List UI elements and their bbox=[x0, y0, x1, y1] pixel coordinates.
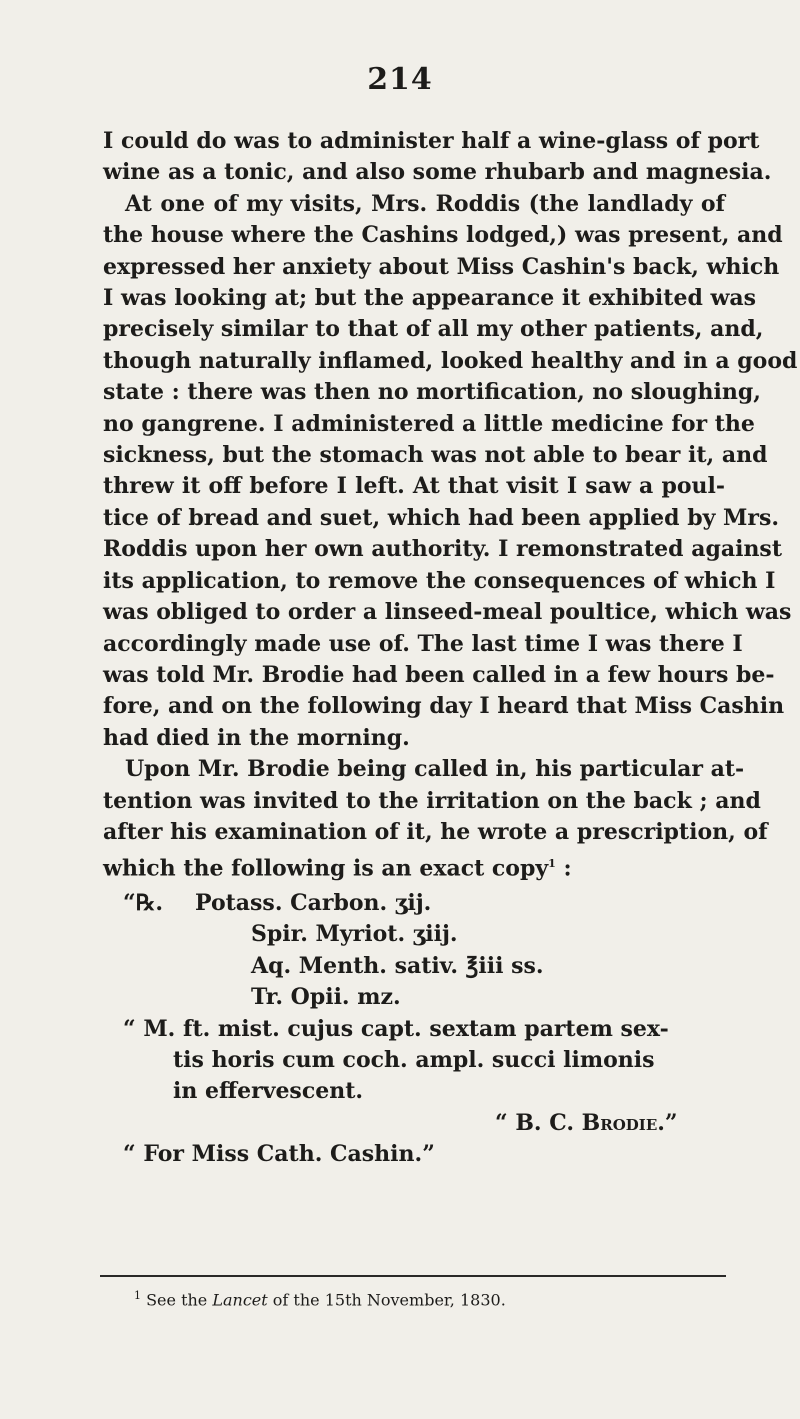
text-line: though naturally inflamed, looked healthy and in a good bbox=[103, 347, 798, 374]
text-line: was obliged to order a linseed-meal poultice, which was bbox=[103, 599, 792, 626]
footnote-journal: Lancet bbox=[212, 1290, 268, 1310]
text-line: which the following is an exact copy bbox=[103, 855, 549, 882]
recipe-symbol: “℞. bbox=[123, 890, 164, 916]
signature-prefix: “ B. C. bbox=[495, 1109, 582, 1136]
footnote-marker: 1 bbox=[134, 1289, 141, 1302]
text-line: accordingly made use of. The last time I was there I bbox=[103, 630, 743, 657]
text-line: Upon Mr. Brodie being called in, his particular at- bbox=[125, 756, 745, 783]
text-line: I was looking at; but the appearance it exhibited was bbox=[103, 285, 757, 312]
text-line: state : there was then no mortification, no sloughing, bbox=[103, 379, 761, 406]
text-line: fore, and on the following day I heard that Miss Cashin bbox=[103, 693, 785, 720]
footnote bbox=[134, 1289, 506, 1309]
copy-suffix: : bbox=[555, 855, 572, 882]
prescription-item: Aq. Menth. sativ. ℥iii ss. bbox=[251, 952, 544, 979]
prescription-directions: in effervescent. bbox=[173, 1078, 364, 1105]
prescription-item: Tr. Opii. mz. bbox=[251, 984, 401, 1011]
signature-name: Brodie. bbox=[581, 1109, 665, 1136]
text-line: the house where the Cashins lodged,) was present, and bbox=[103, 222, 783, 249]
prescription-directions: tis horis cum coch. ampl. succi limonis bbox=[173, 1047, 655, 1074]
text-line: At one of my visits, Mrs. Roddis (the landlady of bbox=[125, 190, 725, 217]
text-line: threw it off before I left. At that visit I saw a poul- bbox=[103, 473, 725, 500]
text-line: I could do was to administer half a wine-glass of port bbox=[103, 128, 760, 154]
signature-suffix: ” bbox=[664, 1109, 678, 1136]
text-line: had died in the morning. bbox=[103, 724, 410, 751]
prescription-directions: “ M. ft. mist. cujus capt. sextam partem sex- bbox=[123, 1015, 669, 1042]
text-line: tention was invited to the irritation on the back ; and bbox=[103, 787, 761, 814]
text-line: expressed her anxiety about Miss Cashin's back, which bbox=[103, 253, 780, 280]
text-line: Roddis upon her own authority. I remonstrated against bbox=[103, 536, 782, 563]
footnote-prefix: See the bbox=[141, 1290, 213, 1310]
footnote-suffix: of the 15th November, 1830. bbox=[267, 1290, 506, 1310]
text-line: wine as a tonic, and also some rhubarb and magnesia. bbox=[103, 159, 772, 186]
text-line: no gangrene. I administered a little medicine for the bbox=[103, 410, 755, 437]
text-line: sickness, but the stomach was not able to bear it, and bbox=[103, 442, 768, 469]
text-line: tice of bread and suet, which had been applied by Mrs. bbox=[103, 504, 780, 531]
main-paragraph bbox=[103, 126, 798, 885]
prescription-item bbox=[103, 888, 743, 919]
page-number: 214 bbox=[367, 62, 433, 97]
prescription-item: Spir. Myriot. ʒiij. bbox=[251, 921, 458, 948]
prescription-recipient: “ For Miss Cath. Cashin.” bbox=[123, 1141, 435, 1168]
text-line: after his examination of it, he wrote a prescription, of bbox=[103, 818, 768, 845]
prescription bbox=[103, 888, 743, 1171]
prescription-item-text: Potass. Carbon. ʒij. bbox=[195, 890, 432, 916]
prescription-signature bbox=[103, 1108, 743, 1139]
text-line: its application, to remove the consequences of which I bbox=[103, 567, 776, 594]
text-line-with-footnote bbox=[103, 848, 725, 885]
text-line: was told Mr. Brodie had been called in a few hours be- bbox=[103, 661, 775, 688]
text-line: precisely similar to that of all my other patients, and, bbox=[103, 316, 764, 343]
footnote-reference: 1 bbox=[548, 857, 556, 871]
footnote-divider bbox=[100, 1275, 726, 1277]
